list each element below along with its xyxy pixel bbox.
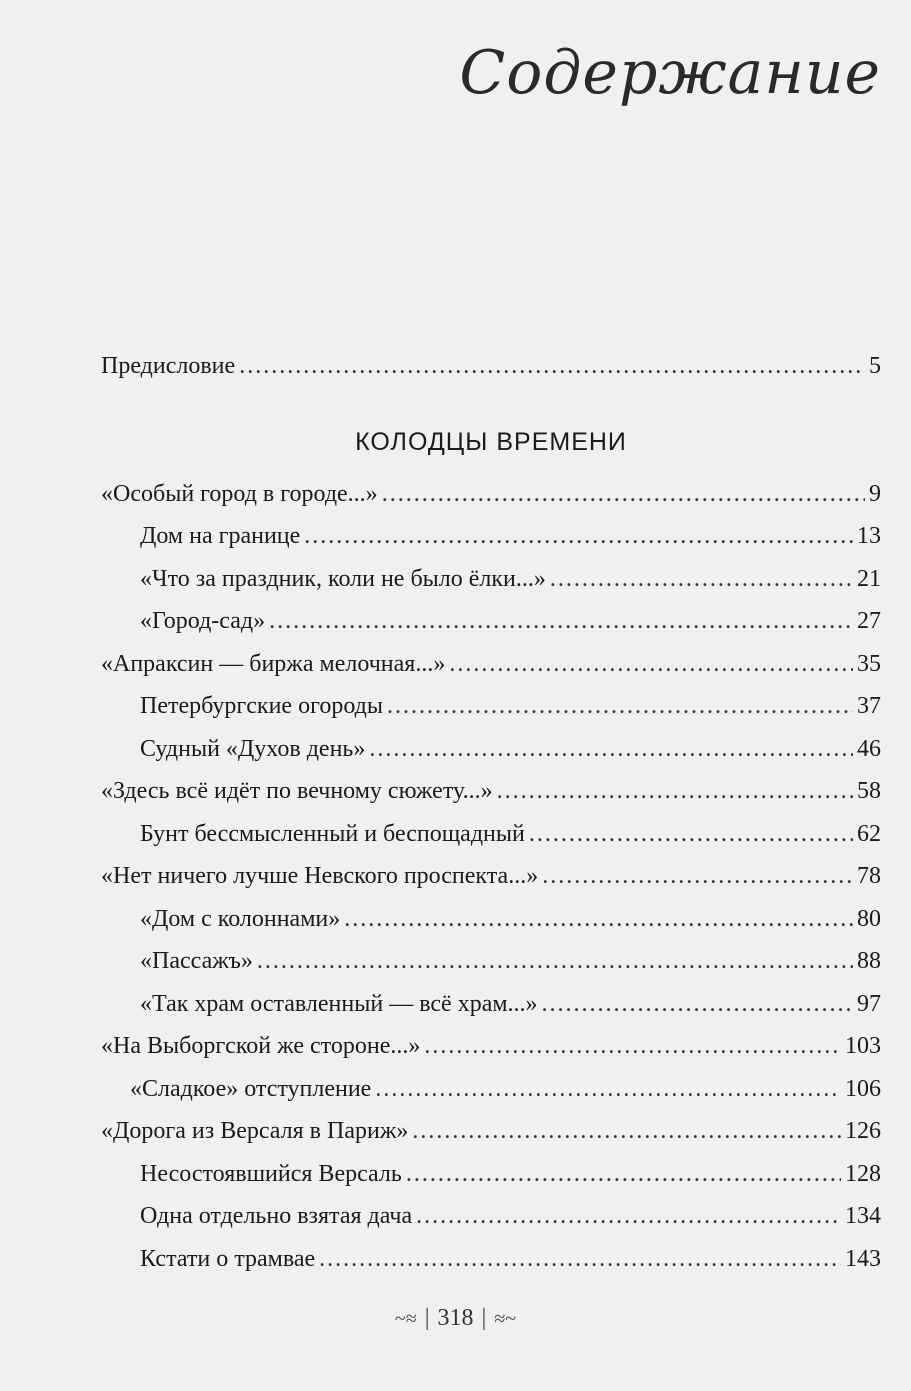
toc-entry[interactable] xyxy=(140,1198,881,1234)
toc-entry-label: «Нет ничего лучше Невского проспекта...» xyxy=(101,863,539,889)
ornament-right-icon: ≈~ xyxy=(494,1308,517,1330)
toc-page-number: 106 xyxy=(845,1076,881,1102)
toc-leader-dots xyxy=(257,943,853,979)
toc-page-number: 13 xyxy=(857,523,881,549)
toc-entry-label: «На Выборгской же стороне...» xyxy=(101,1033,421,1059)
divider: | xyxy=(481,1305,487,1331)
toc-leader-dots xyxy=(344,901,853,937)
toc-entry-label: «Апраксин — биржа мелочная...» xyxy=(101,651,446,677)
toc-page-number: 126 xyxy=(845,1118,881,1144)
toc-page-number: 134 xyxy=(845,1203,881,1229)
page-number: 318 xyxy=(437,1305,474,1331)
toc-page-number: 88 xyxy=(857,948,881,974)
toc-entry-label: Дом на границе xyxy=(140,523,301,549)
toc-entry[interactable] xyxy=(140,901,881,937)
toc-entry-label: «Здесь всё идёт по вечному сюжету...» xyxy=(101,778,493,804)
toc-entry-label: «Сладкое» отступление xyxy=(130,1076,372,1102)
toc-entry-label: «Дом с колоннами» xyxy=(140,906,341,932)
toc-page-number: 62 xyxy=(857,821,881,847)
toc-leader-dots xyxy=(449,646,853,682)
toc-page-number: 5 xyxy=(869,353,881,379)
toc-leader-dots xyxy=(387,688,853,724)
toc-page-number: 97 xyxy=(857,991,881,1017)
toc-page-number: 9 xyxy=(869,481,881,507)
toc-leader-dots xyxy=(542,986,853,1022)
page-title: Содержание xyxy=(459,38,881,108)
divider: | xyxy=(424,1305,430,1331)
toc-leader-dots xyxy=(269,603,853,639)
toc-entry-label: Бунт бессмысленный и беспощадный xyxy=(140,821,525,847)
toc-entry-label: Предисловие xyxy=(101,353,236,379)
toc-entry[interactable] xyxy=(101,476,881,512)
toc-entry[interactable] xyxy=(140,1241,881,1277)
toc-entry[interactable] xyxy=(130,1071,881,1107)
toc-leader-dots xyxy=(369,731,853,767)
toc-entry[interactable] xyxy=(140,943,881,979)
toc-leader-dots xyxy=(304,518,853,554)
toc-entry[interactable] xyxy=(101,858,881,894)
toc-entry[interactable] xyxy=(101,1113,881,1149)
toc-entry-label: «Пассажъ» xyxy=(140,948,253,974)
toc-entry-label: Петербургские огороды xyxy=(140,693,383,719)
toc-leader-dots xyxy=(239,348,865,384)
toc-entry-label: «Город-сад» xyxy=(140,608,266,634)
toc-entry[interactable] xyxy=(140,518,881,554)
page-footer xyxy=(0,1305,911,1332)
toc-page-number: 103 xyxy=(845,1033,881,1059)
toc-entry[interactable] xyxy=(140,1156,881,1192)
toc-leader-dots xyxy=(497,773,853,809)
toc-entry-label: Несостоявшийся Версаль xyxy=(140,1161,402,1187)
section-heading: КОЛОДЦЫ ВРЕМЕНИ xyxy=(355,428,627,456)
toc-page-number: 143 xyxy=(845,1246,881,1272)
ornament-left-icon: ~≈ xyxy=(394,1308,417,1330)
toc-entry-label: Одна отдельно взятая дача xyxy=(140,1203,413,1229)
toc-entry[interactable] xyxy=(140,986,881,1022)
toc-page-number: 58 xyxy=(857,778,881,804)
toc-entry[interactable] xyxy=(140,816,881,852)
toc-leader-dots xyxy=(406,1156,841,1192)
toc-page-number: 35 xyxy=(857,651,881,677)
toc-page-number: 78 xyxy=(857,863,881,889)
toc-entry[interactable] xyxy=(140,561,881,597)
toc-leader-dots xyxy=(375,1071,841,1107)
toc-page-number: 80 xyxy=(857,906,881,932)
toc-page-number: 37 xyxy=(857,693,881,719)
toc-entry[interactable] xyxy=(140,603,881,639)
toc-page-number: 21 xyxy=(857,566,881,592)
toc-entry-label: Кстати о трамвае xyxy=(140,1246,316,1272)
toc-leader-dots xyxy=(382,476,865,512)
toc-leader-dots xyxy=(416,1198,841,1234)
toc-entry[interactable] xyxy=(101,773,881,809)
toc-entry[interactable] xyxy=(101,1028,881,1064)
toc-leader-dots xyxy=(412,1113,841,1149)
toc-entry[interactable] xyxy=(101,646,881,682)
toc-leader-dots xyxy=(424,1028,841,1064)
toc-entry[interactable] xyxy=(140,688,881,724)
toc-entry-label: «Что за праздник, коли не было ёлки...» xyxy=(140,566,546,592)
toc-leader-dots xyxy=(542,858,853,894)
toc-leader-dots xyxy=(529,816,853,852)
toc-entry[interactable] xyxy=(140,731,881,767)
toc-page-number: 27 xyxy=(857,608,881,634)
toc-leader-dots xyxy=(550,561,853,597)
toc-entry-label: Судный «Духов день» xyxy=(140,736,366,762)
toc-entry-label: «Особый город в городе...» xyxy=(101,481,378,507)
toc-page-number: 46 xyxy=(857,736,881,762)
toc-entry-label: «Так храм оставленный — всё храм...» xyxy=(140,991,538,1017)
toc-entry-label: «Дорога из Версаля в Париж» xyxy=(101,1118,409,1144)
toc-entry-preface[interactable] xyxy=(101,348,881,384)
toc-leader-dots xyxy=(319,1241,841,1277)
toc-page-number: 128 xyxy=(845,1161,881,1187)
